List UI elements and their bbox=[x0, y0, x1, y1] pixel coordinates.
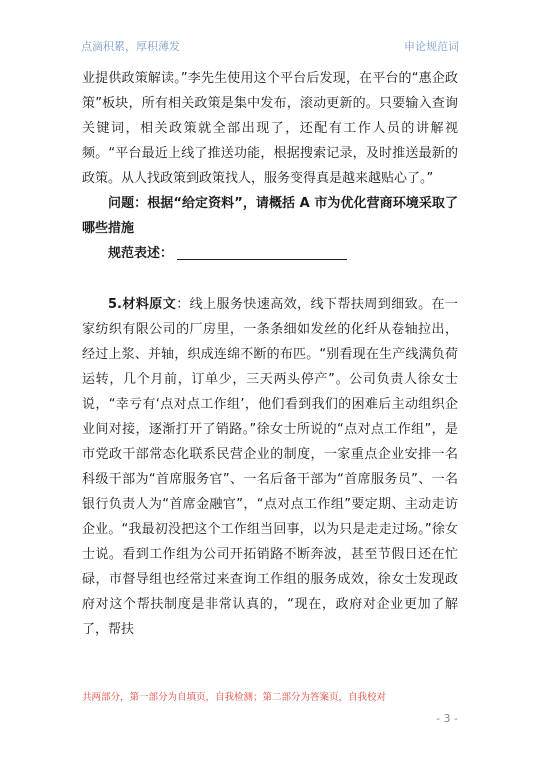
section-spacer bbox=[82, 266, 458, 292]
header-left-slogan: 点滴积累，厚积薄发 bbox=[81, 40, 180, 53]
material-paragraph bbox=[82, 292, 458, 642]
document-body bbox=[82, 66, 458, 642]
answer-label: 规范表述： bbox=[108, 246, 174, 261]
material-text: ：线上服务快速高效，线下帮扶周到细致。在一家纺织有限公司的厂房里，一条条细如发丝的化纤从卷轴拉出，经过上浆、并轴，织成连绵不断的布匹。“别看现在生产线满负荷运转，几个月前，订单少，三天两头停产”。公司负责人徐女士说，“幸亏有‘点对点工作组’，他们看到我们的困难后主动组织企业间对接，逐渐打开了销路。”徐女士所说的“点对点工作组”，是市党政干部常态化联系民营企业的制度，一家重点企业安排一名科级干部为“首席服务官”、一名后备干部为“首席服务员”、一名银行负责人为“首席金融官”，“点对点工作组”要定期、主动走访企业。“我最初没把这个工作组当回事，以为只是走走过场。”徐女士说。看到工作组为公司开拓销路不断奔波，甚至节假日还在忙碌，市督导组也经常过来查询工作组的服务成效，徐女士发现政府对这个帮扶制度是非常认真的，“现在，政府对企业更加了解了，帮扶 bbox=[82, 297, 458, 637]
question-text: 问题：根据“给定资料”，请概括 A 市为优化营商环境采取了哪些措施 bbox=[82, 196, 458, 236]
answer-blank-line[interactable] bbox=[177, 245, 347, 260]
header-right-title: 申论规范词 bbox=[404, 40, 459, 53]
page-number: - 3 - bbox=[436, 712, 458, 725]
footer-note: 共两部分，第一部分为自填页，自我检测；第二部分为答案页，自我校对 bbox=[82, 692, 387, 703]
answer-row bbox=[82, 241, 458, 266]
top-paragraph: 业提供政策解读。”李先生使用这个平台后发现，在平台的“惠企政策”板块，所有相关政策是集中发布，滚动更新的。只要输入查询关键词，相关政策就全部出现了，还配有工作人员的讲解视频。“平台最近上线了推送功能，根据搜索记录，及时推送最新的政策。从人找政策到政策找人，服务变得真是越来越贴心了。” bbox=[82, 71, 458, 186]
page-header bbox=[81, 38, 459, 56]
material-label: 5.材料原文 bbox=[108, 297, 177, 312]
